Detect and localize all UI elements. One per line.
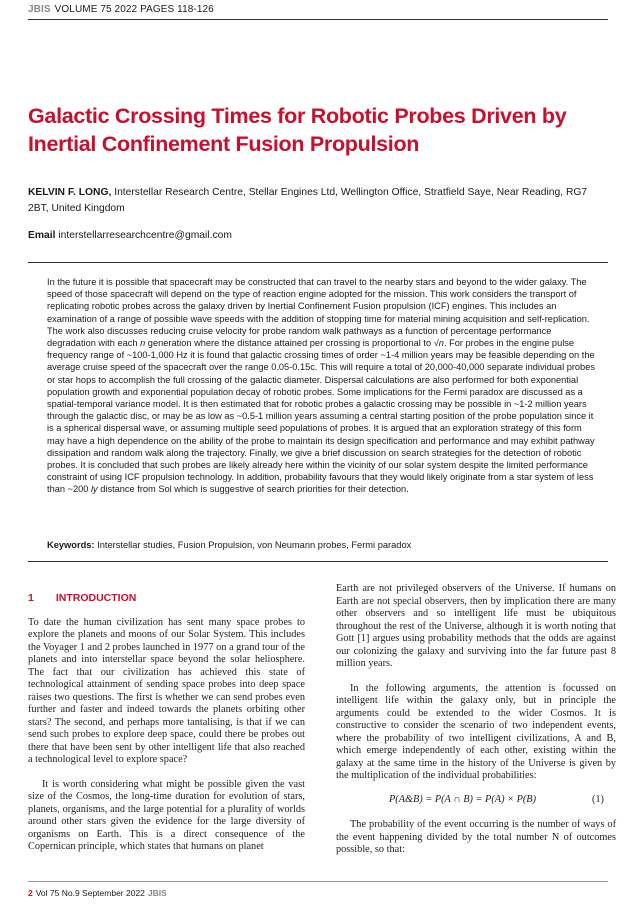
page-number: 2 [28, 888, 33, 898]
equation-1 [336, 794, 616, 807]
author-block [28, 185, 608, 217]
email-label: Email [28, 230, 56, 241]
email-address[interactable]: interstellarresearchcentre@gmail.com [55, 230, 232, 241]
equation-number: (1) [591, 793, 604, 805]
paragraph: It is worth considering what might be possible given the vast size of the Cosmos, the long-time duration for evolution of stars, planets, organisms, and the large potential for a plurality of worlds around other stars given the evidence for the large diversity of organisms on Earth. This is a direct consequence of the Copernican principle, which states that humans on planet [28, 778, 305, 852]
abstract-text-3: . For probes in the engine pulse frequency range of ~100-1,000 Hz it is found that galactic crossing times of order ~1-4 million years may be feasible depending on the average cruise speed of the spacecraft over the range 0.05-0.15c. This will require a total of 20,000-40,000 separate individual probes or star hops to accomplish the full crossing of the galactic diameter. Dispersal calculations are also performed for both exponential population growth and exponential population decay of robotic probes. Some implications for the Fermi paradox are discussed as a spatial-temporal variance model. It is then estimated that for robotic probes a galactic crossing may be possible in ~1-2 million years through the galactic disc, or may be as low as ~0.5-1 million years assuming a central starting position of the probe population since it is a spherical dispersal wave, or assuming multiple seed populations of probes. It is argued that an exploration strategy of this form may have a high dependence on the ability of the probe to maintain its design specification and performance and may exhibit pathway dissipation and random walk along the trajectory. Finally, we give a brief discussion on search strategies for the detection of robotic probes. It is concluded that such probes are likely already here within the vicinity of our solar system despite the limited performance constraint of using ICF propulsion technology. In addition, probability favours that they would likely originate from a star system of less than ~200 [47, 338, 595, 495]
abstract [47, 276, 599, 496]
abstract-variable-n: n [140, 338, 146, 349]
abstract-top-divider [28, 262, 608, 263]
body-column-right [336, 583, 616, 857]
abstract-text-4: distance from Sol which is suggestive of search priorities for their detection. [97, 484, 409, 495]
running-header [28, 4, 214, 15]
footer-divider [28, 881, 608, 882]
abstract-ly-unit: ly [90, 484, 98, 495]
article-title: Galactic Crossing Times for Robotic Probes Driven by Inertial Confinement Fusion Propulsion [28, 104, 567, 156]
section-title: INTRODUCTION [55, 592, 137, 604]
equation-body: P(A&B) = P(A ∩ B) = P(A) × P(B) [389, 793, 537, 805]
paragraph: To date the human civilization has sent many space probes to explore the planets and moons of our Solar System. This includes the Voyager 1 and 2 probes launched in 1977 on a grand tour of the planets and into interstellar space beyond the solar heliosphere. The fact that our civilization has achieved this state of technological attainment of sending space probes into deep space raises two questions. The first is whether we can send probes even further and faster and indeed towards the planets orbiting other stars? The second, and perhaps more tantalising, is that if we can send such probes to explore deep space, could there be probes out there that have been sent by other intelligent life that also reached a technological level to explore space? [28, 616, 305, 765]
paragraph: In the following arguments, the attention is focussed on intelligent life within the galaxy only, but in principle the arguments could be extended to the wider Cosmos. It is constructive to consider the scenario of two independent events, where the probability of two intelligent civilizations, A and B, which emerge independently of each other, existing within the galaxy at the same time in the history of the Universe is given by the multiplication of the individual probabilities: [336, 682, 616, 781]
author-affiliation: Interstellar Research Centre, Stellar Engines Ltd, Wellington Office, Stratfield Saye, Near Reading, RG7 2BT, United Kingdom [28, 187, 588, 214]
keywords [47, 540, 411, 550]
footer-journal-abbreviation: JBIS [147, 888, 167, 898]
header-divider [28, 19, 608, 20]
keywords-text: Interstellar studies, Fusion Propulsion, von Neumann probes, Fermi paradox [94, 540, 412, 550]
abstract-bottom-divider [28, 561, 608, 562]
volume-line: VOLUME 75 2022 PAGES 118-126 [54, 4, 214, 15]
paragraph: Earth are not privileged observers of the Universe. If humans on Earth are not special observers, then by implication there are many other observers and so intelligent life must be ubiquitous throughout the rest of the Universe, although it is worth noting that Gott [1] argues using probability methods that the odds are against our colonizing the galaxy and surviving into the far future past 8 million years. [336, 583, 616, 669]
issue-info: Vol 75 No.9 September 2022 [35, 888, 145, 898]
body-column-left [28, 592, 305, 854]
abstract-text-1: In the future it is possible that spacecraft may be constructed that can travel to the nearby stars and beyond to the wider galaxy. The speed of those spacecraft will depend on the type of reaction engine adopted for the mission. This work considers the transport of replicating robotic probes across the galaxy driven by Inertial Confinement Fusion propulsion (ICF) engines. This includes an examination of a range of possible wave speeds with the addition of stopping time for material mining acquisition and self-replication. The work also discusses reducing cruise velocity for probe random walk pathways as a function of percentage performance degradation with each [47, 277, 590, 349]
author-name: KELVIN F. LONG, [28, 187, 112, 198]
journal-abbreviation: JBIS [28, 4, 51, 15]
email-line [28, 230, 232, 241]
section-number: 1 [28, 592, 34, 604]
abstract-sqrt-n: √n [433, 338, 444, 349]
page-footer [28, 888, 167, 898]
paragraph: The probability of the event occurring is the number of ways of the event happening divided by the total number N of outcomes possible, so that: [336, 819, 616, 855]
keywords-label: Keywords: [47, 540, 95, 550]
abstract-text-2: generation where the distance attained per crossing is proportional to [145, 338, 434, 349]
section-heading [28, 592, 305, 605]
